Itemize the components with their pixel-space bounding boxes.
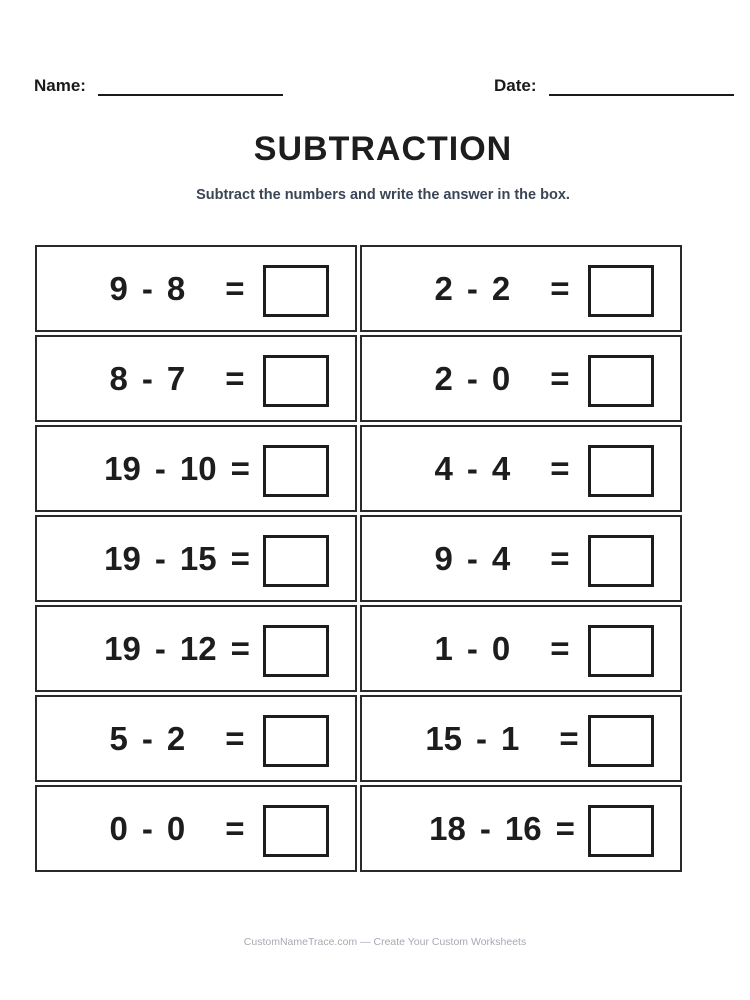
minus-sign: - (466, 539, 478, 577)
minus-sign: - (154, 629, 166, 667)
problem-expression (412, 247, 592, 330)
minuend: 18 (429, 809, 466, 847)
minus-sign: - (141, 359, 153, 397)
problem-cell (360, 335, 682, 422)
subtrahend: 0 (491, 629, 511, 667)
problem-cell (35, 785, 357, 872)
name-write-line[interactable] (98, 94, 283, 96)
minuend: 2 (434, 269, 453, 307)
problem-expression (412, 787, 592, 870)
problem-cell (360, 515, 682, 602)
problem-expression (87, 247, 267, 330)
subtrahend: 4 (491, 449, 511, 487)
answer-box[interactable] (588, 805, 654, 857)
subtrahend: 4 (491, 539, 511, 577)
answer-box[interactable] (588, 715, 654, 767)
equals-sign: = (550, 359, 570, 397)
date-field (494, 76, 734, 96)
problem-expression (412, 337, 592, 420)
minuend: 8 (109, 359, 128, 397)
problem-cell (35, 335, 357, 422)
problem-expression (412, 697, 592, 780)
equals-sign: = (550, 449, 570, 487)
problem-cell (360, 605, 682, 692)
answer-box[interactable] (263, 265, 329, 317)
problem-cell (35, 695, 357, 782)
problem-expression (87, 697, 267, 780)
equals-sign: = (230, 629, 250, 667)
problem-cell (360, 785, 682, 872)
answer-box[interactable] (263, 715, 329, 767)
name-label: Name: (34, 76, 86, 95)
subtrahend: 0 (491, 359, 511, 397)
problem-expression (87, 607, 267, 690)
answer-box[interactable] (263, 625, 329, 677)
name-field (34, 76, 283, 96)
problem-cell (35, 245, 357, 332)
problem-cell (35, 425, 357, 512)
minuend: 0 (109, 809, 128, 847)
equals-sign: = (225, 359, 245, 397)
minus-sign: - (476, 719, 488, 757)
problem-expression (412, 517, 592, 600)
minus-sign: - (154, 449, 166, 487)
subtrahend: 16 (504, 809, 542, 847)
minuend: 9 (434, 539, 453, 577)
problem-expression (412, 607, 592, 690)
problem-cell (360, 695, 682, 782)
equals-sign: = (550, 629, 570, 667)
minuend: 19 (104, 449, 141, 487)
problem-expression (87, 517, 267, 600)
minus-sign: - (466, 629, 478, 667)
subtrahend: 1 (501, 719, 520, 757)
equals-sign: = (230, 539, 250, 577)
footer-credit: CustomNameTrace.com — Create Your Custom Worksheets (243, 936, 527, 948)
answer-box[interactable] (588, 625, 654, 677)
minus-sign: - (466, 269, 478, 307)
answer-box[interactable] (263, 535, 329, 587)
problem-cell (35, 605, 357, 692)
answer-box[interactable] (588, 535, 654, 587)
subtrahend: 7 (166, 359, 186, 397)
subtrahend: 2 (166, 719, 186, 757)
problem-expression (412, 427, 592, 510)
problem-cell (35, 515, 357, 602)
problem-cell (360, 425, 682, 512)
subtrahend: 15 (179, 539, 217, 577)
equals-sign: = (225, 719, 245, 757)
minus-sign: - (479, 809, 491, 847)
minus-sign: - (141, 719, 153, 757)
answer-box[interactable] (588, 355, 654, 407)
subtrahend: 10 (179, 449, 217, 487)
equals-sign: = (230, 449, 250, 487)
instructions: Subtract the numbers and write the answer in the box. (196, 187, 570, 203)
answer-box[interactable] (263, 355, 329, 407)
answer-box[interactable] (263, 805, 329, 857)
minuend: 9 (109, 269, 128, 307)
subtrahend: 8 (166, 269, 186, 307)
subtrahend: 12 (179, 629, 217, 667)
minuend: 1 (434, 629, 453, 667)
date-write-line[interactable] (549, 94, 734, 96)
minuend: 4 (434, 449, 453, 487)
minus-sign: - (141, 809, 153, 847)
minus-sign: - (154, 539, 166, 577)
equals-sign: = (559, 719, 579, 757)
answer-box[interactable] (588, 445, 654, 497)
minuend: 19 (104, 629, 141, 667)
equals-sign: = (550, 269, 570, 307)
problem-expression (87, 427, 267, 510)
problem-cell (360, 245, 682, 332)
equals-sign: = (225, 269, 245, 307)
minus-sign: - (466, 449, 478, 487)
page-title: SUBTRACTION (253, 130, 513, 168)
minuend: 19 (104, 539, 141, 577)
equals-sign: = (550, 539, 570, 577)
date-label: Date: (494, 76, 537, 95)
subtrahend: 0 (166, 809, 186, 847)
minuend: 5 (109, 719, 128, 757)
problem-expression (87, 337, 267, 420)
minuend: 2 (434, 359, 453, 397)
equals-sign: = (555, 809, 575, 847)
equals-sign: = (225, 809, 245, 847)
minuend: 15 (425, 719, 463, 757)
minus-sign: - (466, 359, 478, 397)
answer-box[interactable] (263, 445, 329, 497)
problem-expression (87, 787, 267, 870)
minus-sign: - (141, 269, 153, 307)
problem-grid (35, 245, 682, 872)
subtrahend: 2 (491, 269, 511, 307)
answer-box[interactable] (588, 265, 654, 317)
